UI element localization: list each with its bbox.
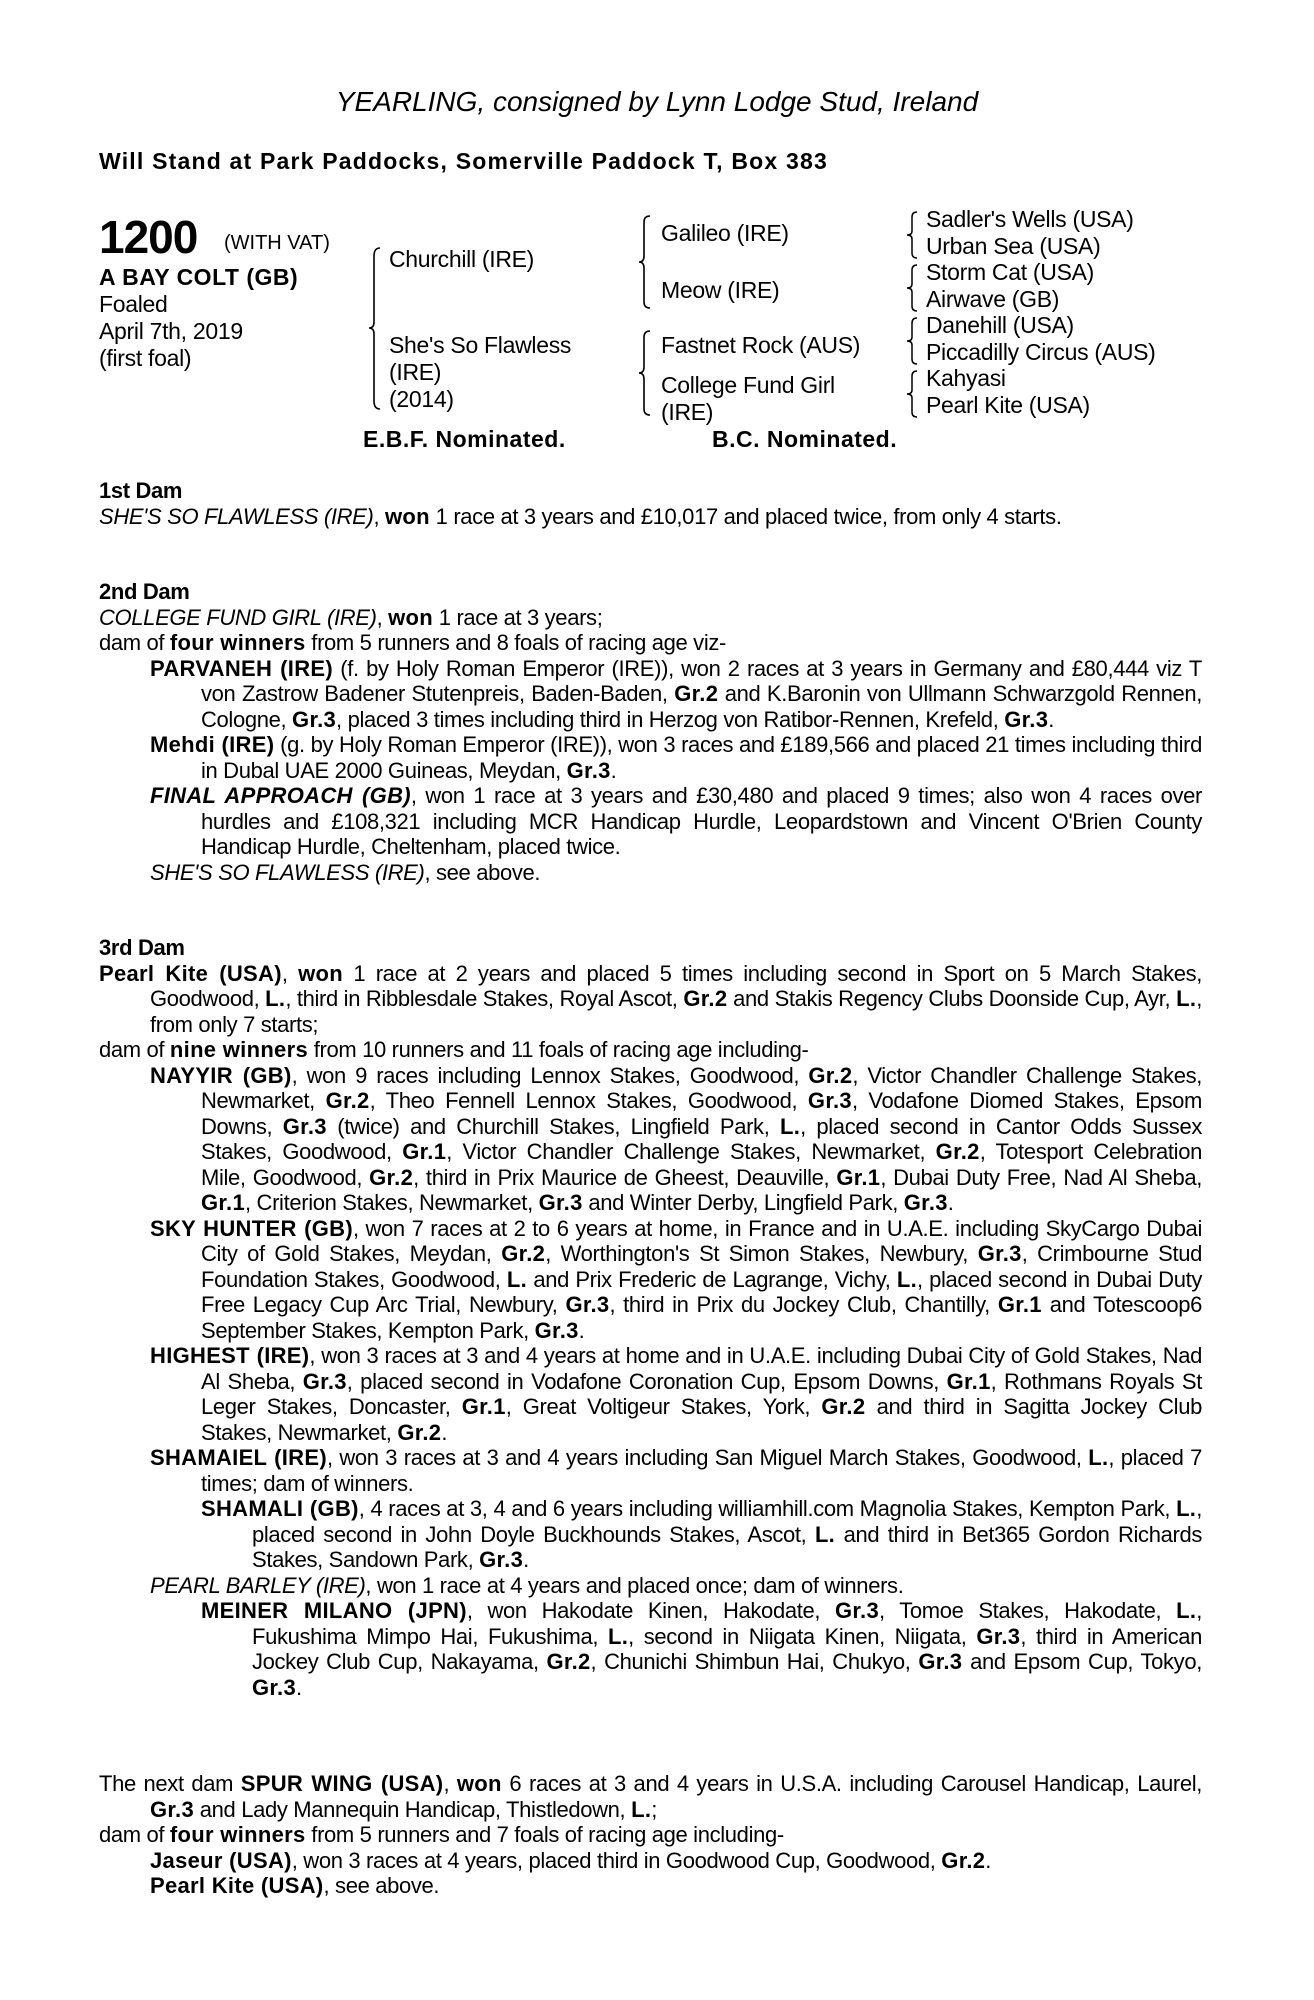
foaling-date: April 7th, 2019: [99, 318, 243, 344]
text-run: , placed 7 times; dam of winners.: [201, 1445, 1202, 1496]
foaled-label: Foaled: [99, 291, 168, 317]
horse-name-or-grade: Mehdi (IRE): [150, 732, 275, 757]
horse-name-or-grade: four winners: [169, 630, 306, 655]
pedigree-paragraph: [99, 1343, 1202, 1445]
horse-name-or-grade: L.: [506, 1266, 528, 1292]
text-run: and third in Bet365 Gordon Richards Stakes, Sandown Park,: [252, 1521, 1202, 1572]
text-run: , from only 7 starts;: [150, 986, 1202, 1037]
horse-name-or-grade: Gr.1: [997, 1292, 1042, 1317]
brace-icon: [905, 316, 919, 366]
text-run: , third in Ribblesdale Stakes, Royal Ascot,: [285, 986, 684, 1011]
dam-dam: [661, 372, 835, 426]
pedigree-paragraph: [99, 1216, 1202, 1344]
text-run: , won 1 race at 3 years and £30,480 and placed 9 times; also won 4 races over hurdles and £108,321 including MCR Handicap Hurdle, Leopardstown and Vincent O'Brien County Handicap Hurdle, Cheltenham, placed twice.: [201, 783, 1202, 859]
text-run: , placed 3 times including third in Herzog von Ratibor-Rennen, Krefeld,: [336, 706, 1005, 732]
ancestor: Urban Sea (USA): [926, 232, 1101, 259]
horse-name-or-grade: L.: [265, 986, 286, 1011]
text-run: , Vodafone Diomed Stakes, Epsom Downs,: [201, 1088, 1203, 1139]
horse-name-or-grade: L.: [1176, 986, 1197, 1011]
section-1st-dam: [99, 478, 1202, 529]
horse-name-or-grade: Gr.1: [402, 1139, 447, 1164]
horse-name-or-grade: L.: [1088, 1445, 1109, 1470]
horse-name-or-grade: Gr.3: [538, 1190, 583, 1215]
ancestor: Sadler's Wells (USA): [926, 206, 1134, 232]
brace-icon: [638, 214, 652, 310]
text-run: , won 3 races at 3 and 4 years including San Miguel March Stakes, Goodwood,: [326, 1445, 1089, 1470]
text-run: , Tomoe Stakes, Hakodate,: [878, 1598, 1177, 1623]
text-run: The next dam: [99, 1771, 241, 1796]
text-run: dam of: [99, 630, 170, 655]
text-run: dam of: [99, 1822, 170, 1847]
horse-name-or-grade: Gr.3: [566, 757, 611, 783]
text-run: , third in Prix du Jockey Club, Chantilly,: [609, 1292, 998, 1317]
horse-name-or-grade: won: [298, 960, 343, 986]
horse-name-or-grade: MEINER MILANO (JPN): [201, 1598, 467, 1623]
text-run: .: [296, 1674, 302, 1700]
stand-location: Will Stand at Park Paddocks, Somerville Paddock T, Box 383: [99, 148, 828, 174]
text-run: , Fukushima Mimpo Hai, Fukushima,: [252, 1598, 1202, 1649]
brace-icon: [905, 210, 919, 260]
ebf-nominated: E.B.F. Nominated.: [363, 426, 566, 452]
text-run: , won 3 races at 4 years, placed third in Goodwood Cup, Goodwood,: [291, 1847, 942, 1873]
text-run: , placed second in Dubai Duty Free Legacy Cup Arc Trial, Newbury,: [201, 1266, 1202, 1317]
horse-name-or-grade: NAYYIR (GB): [150, 1062, 292, 1088]
pedigree-paragraph: [99, 1063, 1202, 1216]
text-run: .: [947, 1190, 954, 1215]
text-run: , won 7 races at 2 to 6 years at home, in France and in U.A.E. including SkyCargo Dubai City of Gold Stakes, Meydan,: [201, 1215, 1202, 1266]
horse-name-or-grade: SPUR WING (USA): [240, 1771, 444, 1796]
horse-name-or-grade: Gr.3: [534, 1317, 579, 1343]
text-run: , second in Niigata Kinen, Niigata,: [628, 1623, 977, 1649]
horse-name-or-grade: Gr.2: [674, 681, 719, 706]
text-run: , Rothmans Royals St Leger Stakes, Doncaster,: [201, 1368, 1203, 1419]
dam: [389, 332, 571, 413]
lot-number: 1200: [99, 211, 198, 263]
text-run: , Theo Fennell Lennox Stakes, Goodwood,: [369, 1088, 808, 1113]
text-run: 1 race at 2 years and placed 5 times including second in Sport on 5 March Stakes, Goodwood,: [150, 960, 1203, 1011]
horse-name-or-grade: SKY HUNTER (GB): [150, 1215, 353, 1241]
horse-name: A BAY COLT (GB): [99, 264, 299, 290]
horse-name-or-grade: L.: [1176, 1598, 1197, 1623]
text-run: ,: [443, 1771, 457, 1796]
pedigree-paragraph: [99, 605, 1202, 631]
text-run: , Great Voltigeur Stakes, York,: [505, 1394, 822, 1419]
text-run: , Worthington's St Simon Stakes, Newbury,: [545, 1241, 978, 1266]
text-run: and Stakis Regency Clubs Doonside Cup, Ayr,: [727, 986, 1177, 1011]
horse-name-or-grade: SHAMALI (GB): [201, 1496, 359, 1521]
text-run: , Crimbourne Stud Foundation Stakes, Goodwood,: [201, 1241, 1203, 1292]
third-generation: [926, 206, 1156, 418]
dam-name: She's So Flawless: [389, 332, 572, 358]
horse-name-or-grade: HIGHEST (IRE): [150, 1343, 310, 1368]
brace-icon: [368, 246, 382, 411]
horse-name-or-grade: Gr.3: [252, 1674, 297, 1700]
foal-note: (first foal): [99, 345, 192, 371]
brace-icon: [638, 329, 652, 417]
text-run: and Lady Mannequin Handicap, Thistledown,: [194, 1796, 632, 1822]
text-run: , 4 races at 3, 4 and 6 years including williamhill.com Magnolia Stakes, Kempton Park,: [358, 1496, 1177, 1521]
ancestor: Danehill (USA): [926, 312, 1074, 338]
pedigree-paragraph: [99, 783, 1202, 860]
ancestor: Airwave (GB): [926, 285, 1060, 312]
text-run: SHE'S SO FLAWLESS (IRE): [150, 859, 425, 885]
pedigree-paragraph: [99, 961, 1202, 1038]
horse-name-or-grade: Gr.3: [1004, 706, 1049, 732]
text-run: from 10 runners and 11 foals of racing age including-: [308, 1037, 809, 1062]
pedigree-paragraph: [99, 860, 1202, 886]
text-run: .: [578, 1317, 585, 1343]
text-run: from 5 runners and 8 foals of racing age viz-: [305, 630, 726, 655]
horse-name-or-grade: Gr.2: [821, 1394, 866, 1419]
text-run: and Totescoop6 September Stakes, Kempton Park,: [201, 1292, 1202, 1343]
horse-name-or-grade: L.: [608, 1623, 629, 1649]
text-run: and Prix Frederic de Lagrange, Vichy,: [527, 1266, 897, 1292]
pedigree-paragraph: [99, 732, 1202, 783]
page-title: YEARLING, consigned by Lynn Lodge Stud, Ireland: [335, 86, 979, 117]
horse-name-or-grade: L.: [779, 1113, 801, 1139]
horse-name-or-grade: FINAL APPROACH (GB): [150, 783, 411, 808]
horse-name-or-grade: won: [388, 604, 434, 630]
horse-name-or-grade: Pearl Kite (USA): [150, 1873, 324, 1898]
text-run: from 5 runners and 7 foals of racing age including-: [305, 1822, 784, 1847]
horse-name-or-grade: Gr.3: [302, 1368, 347, 1394]
horse-name-or-grade: Jaseur (USA): [150, 1847, 292, 1873]
pedigree-paragraph: [99, 630, 1202, 656]
horse-name-or-grade: Gr.3: [918, 1649, 963, 1674]
pedigree-paragraph: [99, 1037, 1202, 1063]
horse-name-or-grade: SHAMAIEL (IRE): [150, 1445, 327, 1470]
text-run: PEARL BARLEY (IRE): [150, 1572, 366, 1598]
sire: Churchill (IRE): [389, 246, 535, 272]
horse-name-or-grade: nine winners: [169, 1037, 308, 1062]
text-run: , won 9 races including Lennox Stakes, Goodwood,: [291, 1062, 809, 1088]
text-run: ,: [281, 960, 299, 986]
text-run: and third in Sagitta Jockey Club Stakes, Newmarket,: [201, 1394, 1202, 1445]
horse-name-or-grade: won: [385, 503, 430, 529]
horse-name-or-grade: Gr.3: [150, 1796, 195, 1822]
horse-name-or-grade: Gr.3: [834, 1598, 879, 1623]
dam-sire: Fastnet Rock (AUS): [661, 332, 861, 358]
horse-name-or-grade: Pearl Kite (USA): [99, 960, 282, 986]
horse-name-or-grade: Gr.3: [565, 1292, 610, 1317]
horse-name-or-grade: L.: [631, 1796, 652, 1822]
text-run: and K.Baronin von Ullmann Schwarzgold Rennen, Cologne,: [201, 681, 1202, 732]
horse-name-or-grade: L.: [1176, 1496, 1197, 1521]
section-heading: 1st Dam: [99, 478, 183, 503]
text-run: (twice) and Churchill Stakes, Lingfield Park,: [326, 1113, 780, 1139]
text-run: and Epsom Cup, Tokyo,: [962, 1649, 1202, 1674]
horse-name-or-grade: Gr.1: [946, 1368, 991, 1394]
section-3rd-dam: [99, 935, 1202, 1700]
text-run: , Chunichi Shimbun Hai, Chukyo,: [590, 1649, 919, 1674]
ancestor: Pearl Kite (USA): [926, 391, 1090, 418]
text-run: (g. by Holy Roman Emperor (IRE)), won 3 races and £189,566 and placed 21 times including third in Dubal UAE 2000 Guineas, Meydan,: [201, 732, 1203, 783]
ancestor: Piccadilly Circus (AUS): [926, 338, 1156, 365]
section-2nd-dam: [99, 579, 1202, 885]
horse-name-or-grade: Gr.2: [501, 1241, 546, 1266]
text-run: 1 race at 3 years;: [433, 604, 603, 630]
text-run: .: [1048, 706, 1054, 732]
text-run: .: [610, 757, 617, 783]
horse-name-or-grade: Gr.3: [479, 1547, 524, 1572]
horse-name-or-grade: Gr.2: [808, 1062, 853, 1088]
section-heading: 3rd Dam: [99, 935, 185, 960]
horse-name-or-grade: Gr.1: [836, 1164, 881, 1190]
pedigree-paragraph: [99, 1496, 1202, 1573]
text-run: dam of: [99, 1037, 170, 1062]
text-run: (f. by Holy Roman Emperor (IRE)), won 2 races at 3 years in Germany and £80,444 viz T von Zastrow Badener Stutenpreis, Baden-Baden,: [201, 655, 1202, 706]
text-run: , Totesport Celebration Mile, Goodwood,: [201, 1139, 1202, 1190]
section-heading: 2nd Dam: [99, 579, 190, 604]
horse-name-or-grade: Gr.2: [683, 986, 728, 1011]
text-run: , placed second in Cantor Odds Sussex Stakes, Goodwood,: [201, 1113, 1202, 1164]
pedigree-paragraph: [99, 1873, 1202, 1899]
text-run: 6 races at 3 and 4 years in U.S.A. including Carousel Handicap, Laurel,: [501, 1771, 1203, 1796]
text-run: , third in American Jockey Club Cup, Nakayama,: [252, 1623, 1202, 1674]
brace-icon: [905, 369, 919, 419]
text-run: , placed second in Vodafone Coronation Cup, Epsom Downs,: [346, 1368, 947, 1394]
vat-note: (WITH VAT): [224, 232, 330, 254]
horse-name-or-grade: Gr.3: [292, 706, 337, 732]
text-run: , placed second in John Doyle Buckhounds Stakes, Ascot,: [252, 1496, 1202, 1547]
text-run: , won 1 race at 4 years and placed once; dam of winners.: [365, 1572, 904, 1598]
horse-name-or-grade: Gr.3: [903, 1190, 948, 1215]
pedigree-paragraph: [99, 656, 1202, 733]
horse-name-or-grade: Gr.2: [935, 1139, 980, 1164]
horse-name-or-grade: PARVANEH (IRE): [150, 655, 333, 681]
bc-nominated: B.C. Nominated.: [712, 426, 898, 452]
horse-name-or-grade: Gr.1: [461, 1394, 506, 1419]
text-run: ;: [651, 1796, 658, 1822]
text-run: COLLEGE FUND GIRL (IRE): [99, 604, 377, 630]
text-run: , Criterion Stakes, Newmarket,: [245, 1190, 539, 1215]
dam-year: (2014): [389, 386, 454, 412]
pedigree-paragraph: [99, 1848, 1202, 1874]
horse-name-or-grade: Gr.3: [807, 1088, 852, 1113]
text-run: , Victor Chandler Challenge Stakes, Newmarket,: [201, 1062, 1203, 1113]
text-run: and Winter Derby, Lingfield Park,: [582, 1190, 904, 1215]
pedigree-paragraph: [99, 1573, 1202, 1599]
text-run: ,: [373, 503, 386, 529]
text-run: , see above.: [323, 1873, 440, 1898]
text-run: .: [523, 1547, 529, 1572]
text-run: , won 3 races at 3 and 4 years at home and in U.A.E. including Dubai City of Gold Stakes, Nad Al Sheba,: [201, 1343, 1202, 1394]
horse-name-or-grade: Gr.3: [976, 1623, 1021, 1649]
horse-name-or-grade: Gr.2: [546, 1649, 591, 1674]
text-run: , Dubai Duty Free, Nad Al Sheba,: [880, 1164, 1202, 1190]
sire-dam: Meow (IRE): [661, 277, 780, 303]
horse-name-or-grade: Gr.2: [941, 1847, 986, 1873]
pedigree-paragraph: [99, 1445, 1202, 1496]
sire-sire: Galileo (IRE): [661, 220, 789, 246]
horse-name-or-grade: Gr.3: [977, 1241, 1022, 1266]
pedigree-paragraph: [99, 1822, 1202, 1848]
text-run: ,: [376, 604, 389, 630]
section-next-dam: [99, 1771, 1202, 1899]
text-run: .: [441, 1419, 448, 1445]
horse-name-or-grade: won: [456, 1771, 502, 1796]
horse-name-or-grade: Gr.3: [282, 1113, 327, 1139]
text-run: , see above.: [424, 859, 541, 885]
text-run: , won Hakodate Kinen, Hakodate,: [466, 1598, 835, 1623]
ancestor: Storm Cat (USA): [926, 259, 1095, 285]
pedigree-paragraph: [99, 504, 1202, 530]
horse-name-or-grade: L.: [814, 1521, 836, 1547]
pedigree-paragraph: [99, 1598, 1202, 1700]
horse-name-or-grade: L.: [896, 1266, 918, 1292]
ancestor: Kahyasi: [926, 365, 1006, 391]
horse-name-or-grade: Gr.2: [397, 1419, 442, 1445]
text-run: , Victor Chandler Challenge Stakes, Newmarket,: [446, 1139, 936, 1164]
horse-name-or-grade: Gr.2: [369, 1164, 414, 1190]
dam-dam-country: (IRE): [661, 399, 714, 425]
text-run: , third in Prix Maurice de Gheest, Deauville,: [413, 1164, 837, 1190]
text-run: 1 race at 3 years and £10,017 and placed twice, from only 4 starts.: [429, 503, 1062, 529]
dam-dam-name: College Fund Girl: [661, 372, 835, 398]
foaling-details: [99, 291, 243, 372]
text-run: .: [985, 1847, 992, 1873]
text-run: SHE'S SO FLAWLESS (IRE): [99, 503, 374, 529]
horse-name-or-grade: four winners: [169, 1822, 306, 1847]
horse-name-or-grade: Gr.1: [201, 1190, 246, 1215]
brace-icon: [905, 263, 919, 313]
horse-name-or-grade: Gr.2: [325, 1088, 370, 1113]
pedigree-paragraph: [99, 1771, 1202, 1822]
dam-country: (IRE): [389, 359, 442, 385]
